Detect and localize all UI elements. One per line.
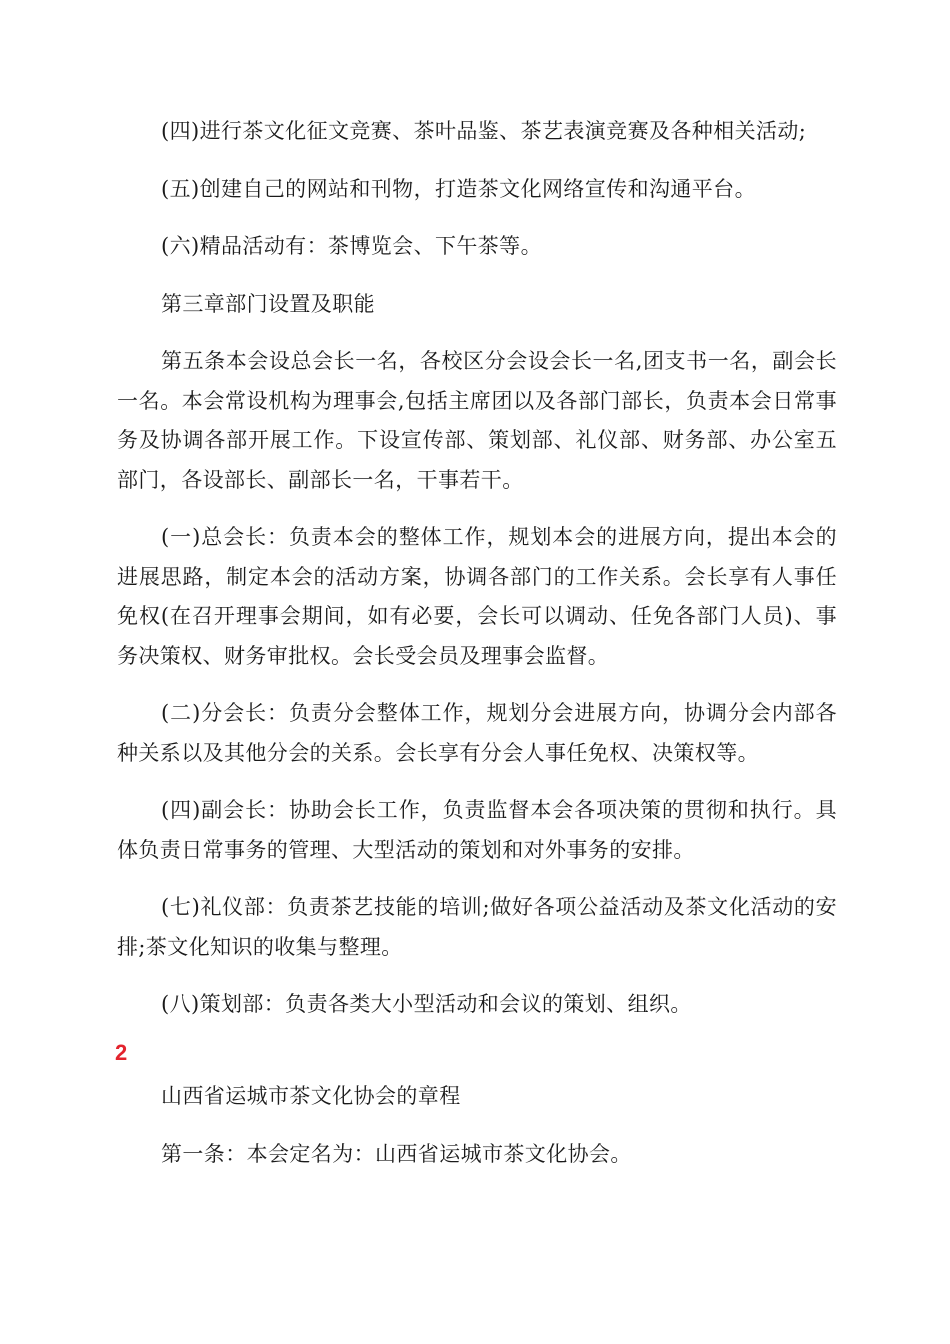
document-body xyxy=(117,112,837,1025)
paragraph-article-5: 第五条本会设总会长一名，各校区分会设会长一名,团支书一名，副会长一名。本会常设机构为理事会,包括主席团以及各部门部长，负责本会日常事务及协调各部开展工作。下设宣传部、策划部、礼仪部、财务部、办公室五部门，各设部长、副部长一名，干事若干。 xyxy=(117,349,837,492)
chapter-heading: 第三章部门设置及职能 xyxy=(161,291,375,316)
section-2-body xyxy=(117,1077,837,1174)
paragraph-vice-president: (四)副会长：协助会长工作，负责监督本会各项决策的贯彻和执行。具体负责日常事务的管理、大型活动的策划和对外事务的安排。 xyxy=(117,798,837,862)
paragraph-activity-5: (五)创建自己的网站和刊物，打造茶文化网络宣传和沟通平台。 xyxy=(161,176,756,201)
paragraph-president: (一)总会长：负责本会的整体工作，规划本会的进展方向，提出本会的进展思路，制定本会的活动方案，协调各部门的工作关系。会长享有人事任免权(在召开理事会期间，如有必要，会长可以调动、任免各部门人员)、事务决策权、财务审批权。会长受会员及理事会监督。 xyxy=(117,525,837,668)
section-2-title: 山西省运城市茶文化协会的章程 xyxy=(161,1084,461,1108)
paragraph-branch-president: (二)分会长：负责分会整体工作，规划分会进展方向，协调分会内部各种关系以及其他分会的关系。会长享有分会人事任免权、决策权等。 xyxy=(117,701,837,765)
paragraph-activity-4: (四)进行茶文化征文竞赛、茶叶品鉴、茶艺表演竞赛及各种相关活动; xyxy=(161,119,807,143)
section-number: 2 xyxy=(115,1040,128,1065)
paragraph-planning-dept: (八)策划部：负责各类大小型活动和会议的策划、组织。 xyxy=(161,992,692,1016)
paragraph-etiquette-dept: (七)礼仪部：负责茶艺技能的培训;做好各项公益活动及茶文化活动的安排;茶文化知识的收集与整理。 xyxy=(117,895,837,959)
section-2-first-article: 第一条：本会定名为：山西省运城市茶文化协会。 xyxy=(161,1141,632,1166)
paragraph-activity-6: (六)精品活动有：茶博览会、下午茶等。 xyxy=(161,234,542,258)
